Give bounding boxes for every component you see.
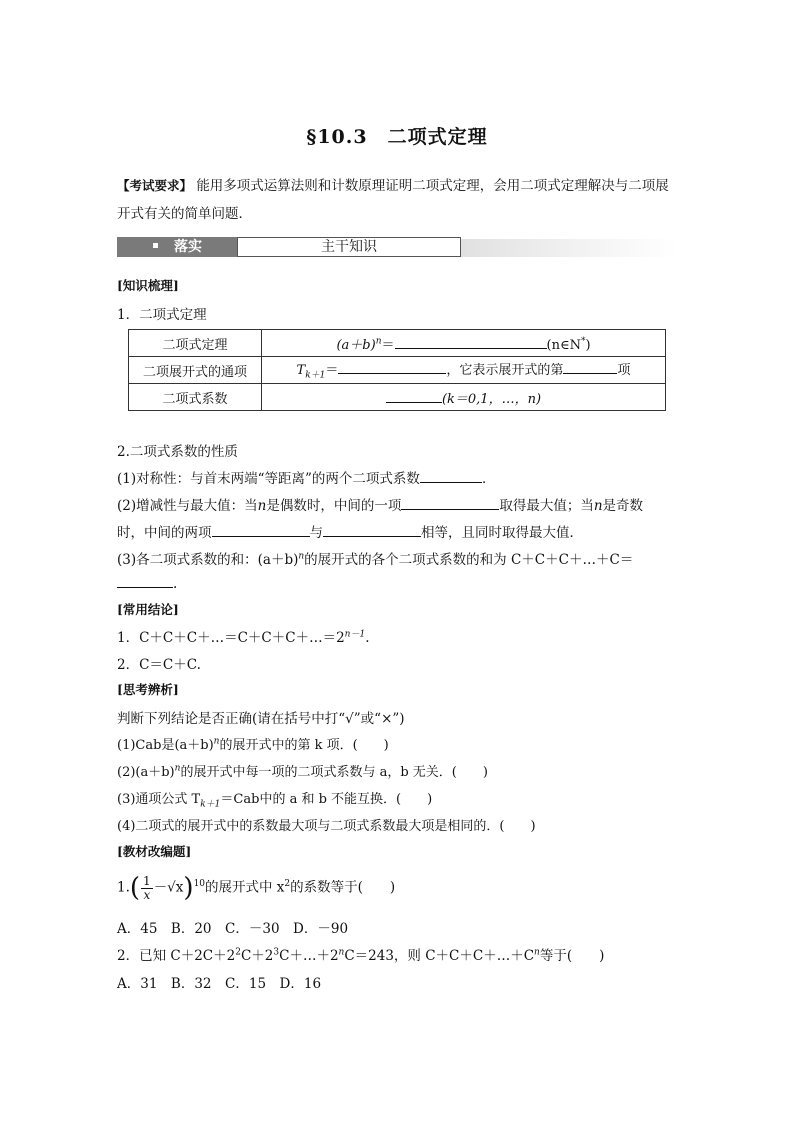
thinking-q3: (3)通项公式 $T_{k+1}=Cab$中的 a 和 b 不能互换．( ): [117, 792, 433, 810]
table-cell-label: 二项式定理: [129, 330, 262, 357]
square-bullet-icon: [153, 243, 158, 248]
property-3-line-1: (3)各二项式系数的和：$(a+b)^n$的展开式的各个二项式系数的和为 C＋C＋C＋…＋C＝: [117, 551, 634, 568]
textbook-problem-1: 1.( $\frac{1}{x}$ －√x)$^{10}$的展开式中 $x^2$的系数等于( ): [117, 873, 396, 903]
answer-blank[interactable]: [338, 360, 446, 374]
thinking-heading: [思考辨析]: [117, 682, 179, 697]
textbook-problem-1-options: A．45 B．20 C．－30 D．－90: [117, 921, 349, 937]
binomial-theorem-table: [128, 329, 666, 411]
textbook-problem-2: 2．已知 $C+2C+2^2C+2^3C+\dots+2^nC=243$，则 $C+C+C+\dots+C^n$等于( ): [117, 947, 605, 964]
table-cell-label: 二项式系数: [129, 384, 262, 411]
property-2-line-1: (2)增减性与最大值：当n是偶数时，中间的一项 取得最大值；当n是奇数: [117, 498, 644, 514]
table-cell-content: $(a+b)^n=$ (n∈N*): [262, 330, 666, 357]
answer-blank[interactable]: [420, 469, 482, 483]
page-title: §10.3 二项式定理: [306, 126, 488, 148]
fraction: $\frac{1}{x}$: [143, 873, 151, 902]
property-3-line-2: .: [117, 574, 177, 592]
thinking-q1: (1)Cab是$(a+b)^n$的展开式中的第 k 项．( ): [117, 736, 389, 753]
textbook-problem-2-options: A．31 B．32 C．15 D．16: [117, 976, 322, 992]
conclusion-1: 1．$C+C+C+\dots=C+C+C+\dots=2^{n-1}$.: [117, 629, 370, 646]
table-row: [129, 330, 666, 357]
table-row: [129, 384, 666, 411]
property-2-line-2: 时，中间的两项 与 相等，且同时取得最大值．: [117, 525, 583, 541]
requirement-tag: 【考试要求】: [117, 178, 193, 193]
requirement-text: 能用多项式运算法则和计数原理证明二项式定理，会用二项式定理解决与二项展开式有关的简单问题．: [117, 178, 669, 222]
knowledge-item-1: 1．二项式定理: [117, 307, 207, 323]
answer-blank[interactable]: [323, 523, 421, 537]
answer-blank[interactable]: [401, 496, 499, 510]
answer-blank[interactable]: [212, 523, 310, 537]
answer-blank[interactable]: [386, 389, 442, 403]
answer-blank[interactable]: [563, 360, 617, 374]
section-bar-light: [237, 237, 461, 257]
property-1: (1)对称性：与首末两端“等距离”的两个二项式系数 ．: [117, 471, 496, 487]
answer-blank[interactable]: [395, 335, 547, 349]
table-cell-label: 二项展开式的通项: [129, 357, 262, 384]
answer-blank[interactable]: [117, 574, 173, 588]
section-bar-dark-label: 落实: [174, 239, 202, 255]
conclusions-heading: [常用结论]: [117, 602, 179, 617]
section-bar: [117, 235, 677, 257]
knowledge-heading: [知识梳理]: [117, 278, 179, 293]
exam-requirement: [117, 172, 682, 228]
thinking-intro: 判断下列结论是否正确(请在括号中打“√”或“×”): [117, 711, 405, 727]
table-row: [129, 357, 666, 384]
thinking-q4: (4)二项式的展开式中的系数最大项与二项式系数最大项是相同的．( ): [117, 819, 536, 834]
table-cell-content: (k＝0,1，…，n): [262, 384, 666, 411]
section-bar-dark: [117, 237, 237, 257]
textbook-heading: [教材改编题]: [117, 844, 192, 859]
table-cell-content: $T_{k+1}=$ ，它表示展开式的第 项: [262, 357, 666, 384]
knowledge-item-2: 2.二项式系数的性质: [117, 444, 238, 460]
thinking-q2: $(2)(a+b)^n$的展开式中每一项的二项式系数与 a，b 无关．( ): [117, 763, 488, 780]
conclusion-2: 2．C＝C＋C.: [117, 657, 201, 673]
section-bar-light-label: 主干知识: [321, 239, 377, 255]
